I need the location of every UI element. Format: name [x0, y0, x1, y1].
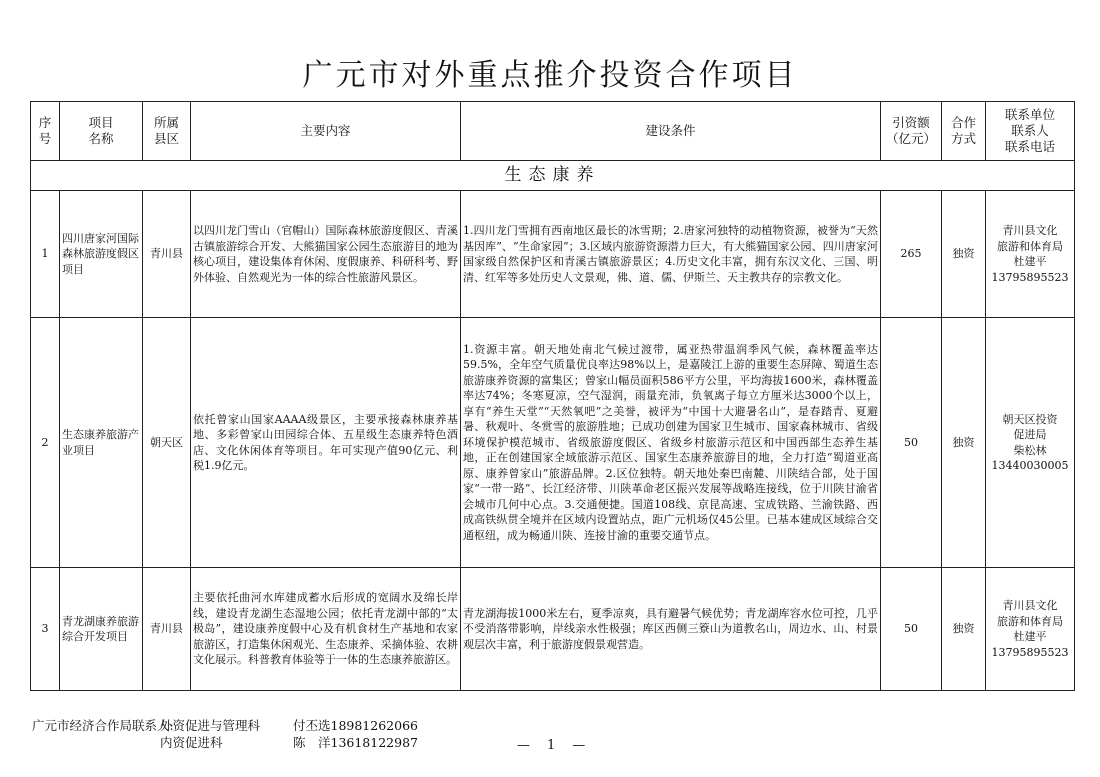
header-contact: 联系单位 联系人 联系电话 — [986, 102, 1075, 161]
header-name: 项目 名称 — [60, 102, 143, 161]
contact-unit-cont: 旅游和体育局 — [997, 239, 1063, 253]
header-mode: 合作 方式 — [942, 102, 986, 161]
header-county: 所属 县区 — [143, 102, 191, 161]
cell-amount: 50 — [881, 568, 942, 691]
cell-mode: 独资 — [942, 191, 986, 318]
header-seq: 序 号 — [31, 102, 60, 161]
page-number: — 1 — — [517, 738, 588, 753]
contact-person: 杜建平 — [1013, 255, 1047, 268]
contact-person: 柴松林 — [1013, 443, 1047, 457]
footer-contact-row — [32, 717, 418, 734]
cell-seq: 1 — [31, 191, 60, 318]
cell-content: 主要依托曲河水库建成蓄水后形成的宽阔水及绵长岸线，建设青龙湖生态湿地公园；依托青龙湖中部的“太极岛”，建设康养度假中心及有机食材生产基地和农家旅游区，打造集休闲观光、生态康养、采摘体验、农耕文化展示。科普教育体验等于一体的生态康养旅游区。 — [191, 568, 461, 691]
table-row — [31, 318, 1075, 568]
cell-conditions: 1.四川龙门雪拥有西南地区最长的冰雪期；2.唐家河独特的动植物资源，被誉为“天然基因库”、“生命家园”；3.区域内旅游资源潜力巨大，有大熊猫国家公园、四川唐家河国家级自然保护区和青溪古镇旅游景区；4.历史文化丰富，拥有东汉文化、三国、明清、红军等多处历史人文景观，佛、道、儒、伊斯兰、天主教共存的宗教文化。 — [461, 191, 881, 318]
cell-contact — [986, 318, 1075, 568]
cell-conditions: 1.资源丰富。朝天地处南北气候过渡带，属亚热带温润季风气候，森林覆盖率达59.5%，全年空气质量优良率达98%以上，是嘉陵江上游的重要生态屏障、蜀道生态旅游康养资源的富集区；曾家山幅员面积586平方公里，平均海拔1600米，森林覆盖率达74%；冬寒夏凉，空气湿润，雨量充沛，负氧离子每立方厘米达3000个以上，享有“养生天堂”“天然氧吧”之美誉，被评为“中国十大避暑名山”，是春踏青、夏避暑、秋观叶、冬赏雪的旅游胜地；已成功创建为国家卫生城市、国家森林城市、省级环境保护模范城市、省级旅游度假区、省级乡村旅游示范区和中国西部生态养生基地，正在创建国家全域旅游示范区、国家生态康养旅游目的地，全力打造“蜀道亚高原、康养曾家山”旅游品牌。2.区位独特。朝天地处秦巴南麓、川陕结合部，处于国家“一带一路”、长江经济带、川陕革命老区振兴发展等战略连接线，位于川陕甘渝省会城市几何中心点。3.交通便捷。国道108线、京昆高速、宝成铁路、兰渝铁路、西成高铁纵贯全境并在区域内设置站点，距广元机场仅45公里。已基本建成区域综合交通枢纽，成为畅通川陕、连接甘渝的重要交通节点。 — [461, 318, 881, 568]
cell-name: 青龙湖康养旅游综合开发项目 — [60, 568, 143, 691]
cell-amount: 265 — [881, 191, 942, 318]
contact-unit: 朝天区投资 — [1002, 412, 1058, 426]
cell-name: 生态康养旅游产业项目 — [60, 318, 143, 568]
cell-amount: 50 — [881, 318, 942, 568]
cell-mode: 独资 — [942, 318, 986, 568]
cell-contact — [986, 191, 1075, 318]
page-title: 广元市对外重点推介投资合作项目 — [302, 58, 798, 93]
cell-county: 青川县 — [143, 191, 191, 318]
header-amount: 引资额 （亿元） — [881, 102, 942, 161]
cell-seq: 2 — [31, 318, 60, 568]
cell-conditions: 青龙湖海拔1000米左右，夏季凉爽，具有避暑气候优势；青龙湖库容水位可控，几乎不受消落带影响，岸线亲水性极强；库区西侧三簝山为道教名山，周边水、山、村景观层次丰富，利于旅游度假景观营造。 — [461, 568, 881, 691]
footer-person: 陈 洋13618122987 — [293, 735, 418, 750]
contact-phone: 13795895523 — [991, 645, 1069, 659]
header-row — [31, 102, 1075, 161]
cell-county: 青川县 — [143, 568, 191, 691]
header-conditions: 建设条件 — [461, 102, 881, 161]
cell-seq: 3 — [31, 568, 60, 691]
cell-content: 依托曾家山国家AAAA级景区，主要承接森林康养基地、多彩曾家山田园综合体、五星级生态康养特色酒店、文化休闲体育等项目。年可实现产值90亿元、利税1.9亿元。 — [191, 318, 461, 568]
section-row — [31, 161, 1075, 191]
footer-contacts — [32, 717, 418, 751]
header-content: 主要内容 — [191, 102, 461, 161]
footer-dept: 外资促进与管理科 — [160, 718, 261, 733]
cell-content: 以四川龙门雪山（官帽山）国际森林旅游度假区、青溪古镇旅游综合开发、大熊猫国家公园生态旅游目的地为核心项目，建设集体育休闲、度假康养、科研科考、野外体验、自然观光为一体的综合性旅游风景区。 — [191, 191, 461, 318]
footer-dept: 内资促进科 — [160, 735, 223, 750]
table-row — [31, 568, 1075, 691]
table-row — [31, 191, 1075, 318]
cell-county: 朝天区 — [143, 318, 191, 568]
projects-table — [30, 101, 1075, 691]
contact-unit-cont: 促进局 — [1013, 428, 1047, 441]
cell-contact — [986, 568, 1075, 691]
contact-unit: 青川县文化 — [1002, 599, 1058, 612]
cell-mode: 独资 — [942, 568, 986, 691]
footer-person: 付丕选18981262066 — [293, 718, 418, 733]
footer-label: 广元市经济合作局联系人: — [32, 718, 174, 733]
footer-contact-row — [32, 734, 418, 751]
contact-phone: 13440030005 — [991, 459, 1069, 472]
cell-name: 四川唐家河国际森林旅游度假区项目 — [60, 191, 143, 318]
contact-unit: 青川县文化 — [1002, 224, 1058, 237]
section-title: 生态康养 — [31, 161, 1075, 191]
contact-phone: 13795895523 — [991, 270, 1069, 284]
contact-unit-cont: 旅游和体育局 — [997, 614, 1063, 628]
contact-person: 杜建平 — [1013, 630, 1047, 643]
